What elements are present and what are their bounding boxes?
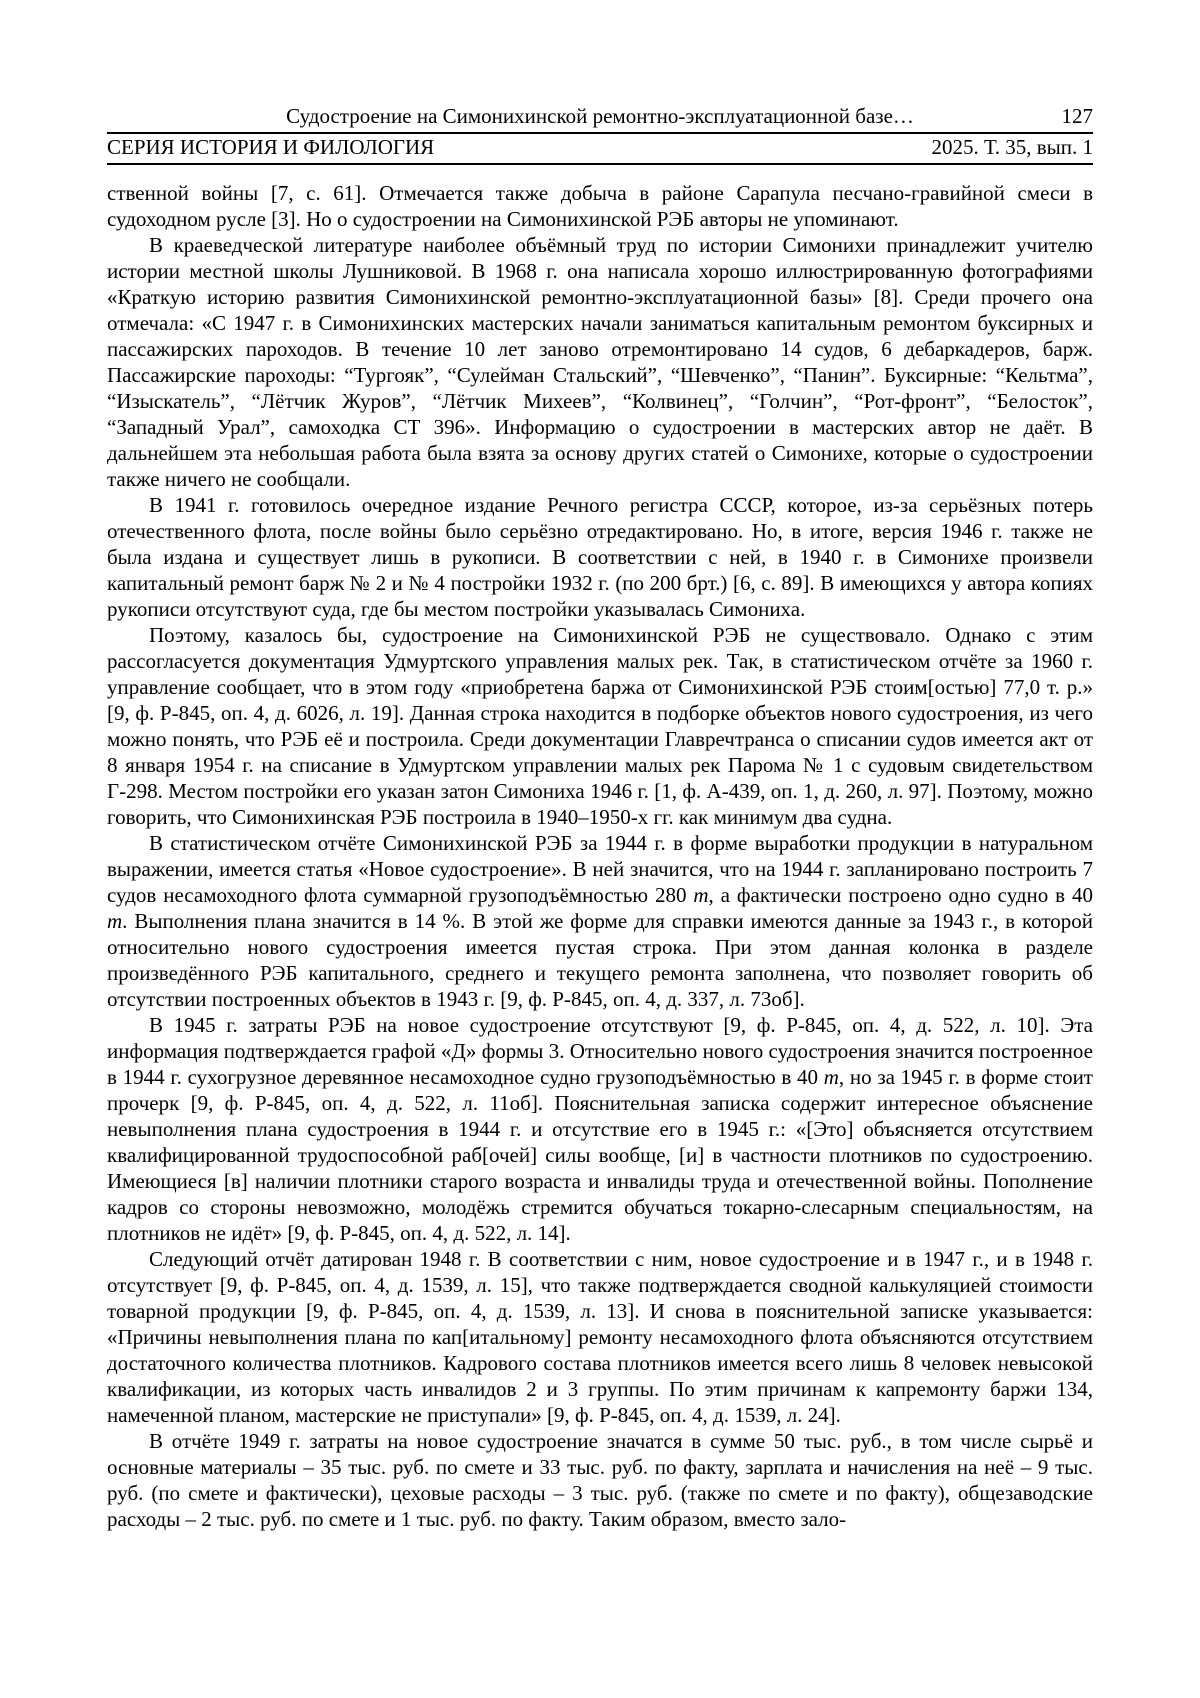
running-header-row2 bbox=[107, 134, 1093, 165]
running-header bbox=[107, 104, 1093, 165]
paragraph: В 1945 г. затраты РЭБ на новое судостроение отсутствуют [9, ф. Р-845, оп. 4, д. 522, л. 10]. Эта информация подтверждается графой «Д» формы 3. Относительно нового судостроения значится построенное в 1944 г. сухогрузное деревянное несамоходное судно грузоподъёмностью в 40 т, но за 1945 г. в форме стоит прочерк [9, ф. Р-845, оп. 4, д. 522, л. 11об]. Пояснительная записка содержит интересное объяснение невыполнения плана судостроения в 1944 г. и отсутствие его в 1945 г.: «[Это] объясняется отсутствием квалифицированной трудоспособной раб[очей] силы вообще, [и] в частности плотников по судостроению. Имеющиеся [в] наличии плотники старого возраста и инвалиды труда и отечественной войны. Пополнение кадров со стороны невозможно, молодёжь стремится обучаться токарно-слесарным специальностям, на плотников не идёт» [9, ф. Р-845, оп. 4, д. 522, л. 14]. bbox=[107, 1013, 1093, 1245]
page-number: 127 bbox=[1061, 104, 1093, 128]
paragraph: Следующий отчёт датирован 1948 г. В соответствии с ним, новое судостроение и в 1947 г., и в 1948 г. отсутствует [9, ф. Р-845, оп. 4, д. 1539, л. 15], что также подтверждается сводной калькуляцией стоимости товарной продукции [9, ф. Р-845, оп. 4, д. 1539, л. 13]. И снова в пояснительной записке указывается: «Причины невыполнения плана по кап[итальному] ремонту несамоходного флота объясняются отсутствием достаточного количества плотников. Кадрового состава плотников имеется всего лишь 8 человек невысокой квалификации, из которых часть инвалидов 2 и 3 группы. По этим причинам к капремонту баржи 134, намеченной планом, мастерские не приступали» [9, ф. Р-845, оп. 4, д. 1539, л. 24]. bbox=[107, 1247, 1093, 1427]
series-title: СЕРИЯ ИСТОРИЯ И ФИЛОЛОГИЯ bbox=[107, 135, 435, 159]
paragraph: В статистическом отчёте Симонихинской РЭБ за 1944 г. в форме выработки продукции в натуральном выражении, имеется статья «Новое судостроение». В ней значится, что на 1944 г. запланировано построить 7 судов несамоходного флота суммарной грузоподъёмностью 280 т, а фактически построено одно судно в 40 т. Выполнения плана значится в 14 %. В этой же форме для справки имеются данные за 1943 г., в которой относительно нового судостроения имеется пустая строка. При этом данная колонка в разделе произведённого РЭБ капитального, среднего и текущего ремонта заполнена, что позволяет говорить об отсутствии построенных объектов в 1943 г. [9, ф. Р-845, оп. 4, д. 337, л. 73об]. bbox=[107, 831, 1093, 1011]
running-header-row1 bbox=[107, 104, 1093, 134]
paragraph: В краеведческой литературе наиболее объёмный труд по истории Симонихи принадлежит учителю истории местной школы Лушниковой. В 1968 г. она написала хорошо иллюстрированную фотографиями «Краткую историю развития Симонихинской ремонтно-эксплуатационной базы» [8]. Среди прочего она отмечала: «С 1947 г. в Симонихинских мастерских начали заниматься капитальным ремонтом буксирных и пассажирских пароходов. В течение 10 лет заново отремонтировано 14 судов, 6 дебаркадеров, барж. Пассажирские пароходы: “Тургояк”, “Сулейман Стальский”, “Шевченко”, “Панин”. Буксирные: “Кельтма”, “Изыскатель”, “Лётчик Журов”, “Лётчик Михеев”, “Колвинец”, “Голчин”, “Рот-фронт”, “Белосток”, “Западный Урал”, самоходка СТ 396». Информацию о судостроении в мастерских автор не даёт. В дальнейшем эта небольшая работа была взята за основу других статей о Симонихе, которые о судостроении также ничего не сообщали. bbox=[107, 233, 1093, 491]
running-title: Судостроение на Симонихинской ремонтно-эксплуатационной базе… bbox=[286, 104, 914, 128]
paragraph: В 1941 г. готовилось очередное издание Речного регистра СССР, которое, из-за серьёзных потерь отечественного флота, после войны было серьёзно отредактировано. Но, в итоге, версия 1946 г. также не была издана и существует лишь в рукописи. В соответствии с ней, в 1940 г. в Симонихе произвели капитальный ремонт барж № 2 и № 4 постройки 1932 г. (по 200 брт.) [6, с. 89]. В имеющихся у автора копиях рукописи отсутствуют суда, где бы местом постройки указывалась Симониха. bbox=[107, 493, 1093, 621]
issue-info: 2025. Т. 35, вып. 1 bbox=[931, 135, 1093, 159]
paragraph: Поэтому, казалось бы, судостроение на Симонихинской РЭБ не существовало. Однако с этим рассогласуется документация Удмуртского управления малых рек. Так, в статистическом отчёте за 1960 г. управление сообщает, что в этом году «приобретена баржа от Симонихинской РЭБ стоим[остью] 77,0 т. р.» [9, ф. Р-845, оп. 4, д. 6026, л. 19]. Данная строка находится в подборке объектов нового судостроения, из чего можно понять, что РЭБ её и построила. Среди документации Главречтранса о списании судов имеется акт от 8 января 1954 г. на списание в Удмуртском управлении малых рек Парома № 1 с судовым свидетельством Г-298. Местом постройки его указан затон Симониха 1946 г. [1, ф. А-439, оп. 1, д. 260, л. 97]. Поэтому, можно говорить, что Симонихинская РЭБ построила в 1940–1950-х гг. как минимум два судна. bbox=[107, 623, 1093, 829]
paragraph: В отчёте 1949 г. затраты на новое судостроение значатся в сумме 50 тыс. руб., в том числе сырьё и основные материалы – 35 тыс. руб. по смете и 33 тыс. руб. по факту, зарплата и начисления на неё – 9 тыс. руб. (по смете и фактически), цеховые расходы – 3 тыс. руб. (также по смете и по факту), общезаводские расходы – 2 тыс. руб. по смете и 1 тыс. руб. по факту. Таким образом, вместо зало- bbox=[107, 1429, 1093, 1531]
paragraph: ственной войны [7, с. 61]. Отмечается также добыча в районе Сарапула песчано-гравийной смеси в судоходном русле [3]. Но о судостроении на Симонихинской РЭБ авторы не упоминают. bbox=[107, 181, 1093, 231]
article-body bbox=[107, 180, 1093, 1532]
